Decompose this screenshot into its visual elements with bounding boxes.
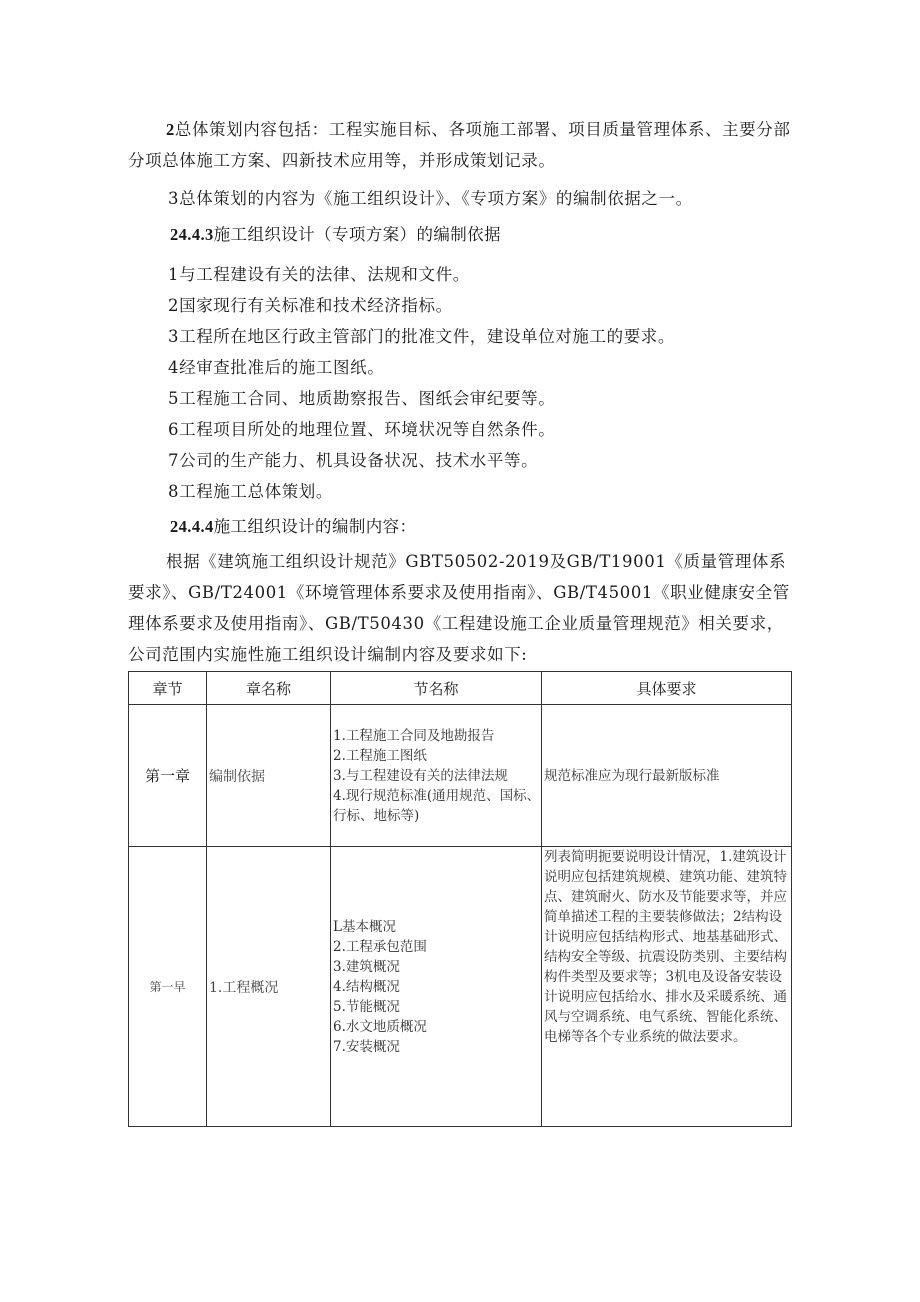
basis-item: 3工程所在地区行政主管部门的批准文件，建设单位对施工的要求。 <box>168 327 675 346</box>
section-list-cell <box>331 705 542 847</box>
heading-number: 24.4.4 <box>170 517 214 536</box>
table-header-row <box>129 672 792 705</box>
basis-item: 2国家现行有关标准和技术经济指标。 <box>168 296 453 315</box>
paragraph-planning-basis: 3总体策划的内容为《施工组织设计》、《专项方案》的编制依据之一。 <box>168 189 693 208</box>
requirement-cell: 规范标准应为现行最新版标准 <box>542 705 792 847</box>
section-item: 3.建筑概况 <box>333 958 400 975</box>
heading-text: 施工组织设计（专项方案）的编制依据 <box>213 225 501 244</box>
chapter-name-cell: 编制依据 <box>207 705 331 847</box>
basis-item: 6工程项目所处的地理位置、环境状况等自然条件。 <box>168 420 556 439</box>
section-list-cell <box>331 847 542 1127</box>
table-row <box>129 847 792 1127</box>
paragraph-number: 2 <box>166 120 175 139</box>
table-row <box>129 705 792 847</box>
paragraph-text: 总体策划内容包括：工程实施目标、各项施工部署、项目质量管理体系、主要分部分项总体施工方案、四新技术应用等，并形成策划记录。 <box>128 120 791 170</box>
chapter-cell: 第一章 <box>129 705 207 847</box>
heading-text: 施工组织设计的编制内容： <box>213 517 417 536</box>
section-heading-24-4-3 <box>170 223 501 247</box>
section-item: 2.工程承包范围 <box>333 938 427 955</box>
chapter-cell: 第一早 <box>129 847 207 1127</box>
section-item: 3.与工程建设有关的法律法规 <box>333 767 508 784</box>
requirements-table <box>128 671 792 1127</box>
section-heading-24-4-4 <box>170 515 416 539</box>
section-item: 2.工程施工图纸 <box>333 747 427 764</box>
basis-item: 1与工程建设有关的法律、法规和文件。 <box>168 265 470 284</box>
basis-item: 8工程施工总体策划。 <box>168 482 333 501</box>
basis-item: 5工程施工合同、地质勘察报告、图纸会审纪要等。 <box>168 389 556 408</box>
section-item: 7.安装概况 <box>333 1038 400 1055</box>
paragraph-planning-content <box>128 114 792 176</box>
section-item: 4.现行规范标准(通用规范、国标、行标、地标等) <box>333 787 541 824</box>
chapter-name-cell: 1.工程概况 <box>207 847 331 1127</box>
requirement-cell: 列表简明扼要说明设计情况，1.建筑设计说明应包括建筑规模、建筑功能、建筑特点、建筑耐火、防水及节能要求等，并应简单描述工程的主要装修做法；2结构设计说明应包括结构形式、地基基础形式、结构安全等级、抗震设防类别、主要结构构件类型及要求等；3机电及设备安装设计说明应包括给水、排水及采暖系统、通风与空调系统、电气系统、智能化系统、电梯等各个专业系统的做法要求。 <box>542 847 792 1127</box>
heading-number: 24.4.3 <box>170 225 214 244</box>
section-item: 5.节能概况 <box>333 998 400 1015</box>
section-item: L基本概况 <box>333 918 396 935</box>
header-chapter-name: 章名称 <box>207 672 331 705</box>
basis-item: 4经审查批准后的施工图纸。 <box>168 358 385 377</box>
section-item: 1.工程施工合同及地勘报告 <box>333 727 495 744</box>
section-item: 6.水文地质概况 <box>333 1018 427 1035</box>
basis-item: 7公司的生产能力、机具设备状况、技术水平等。 <box>168 451 539 470</box>
intro-paragraph: 根据《建筑施工组织设计规范》GBT50502-2019及GB/T19001《质量管理体系要求》、GB/T24001《环境管理体系要求及使用指南》、GB/T45001《职业健康安全管理体系要求及使用指南》、GB/T50430《工程建设施工企业质量管理规范》相关要求，公司范围内实施性施工组织设计编制内容及要求如下: <box>128 552 790 664</box>
header-chapter: 章节 <box>129 672 207 705</box>
header-requirements: 具体要求 <box>542 672 792 705</box>
header-section-name: 节名称 <box>331 672 542 705</box>
section-item: 4.结构概况 <box>333 978 400 995</box>
